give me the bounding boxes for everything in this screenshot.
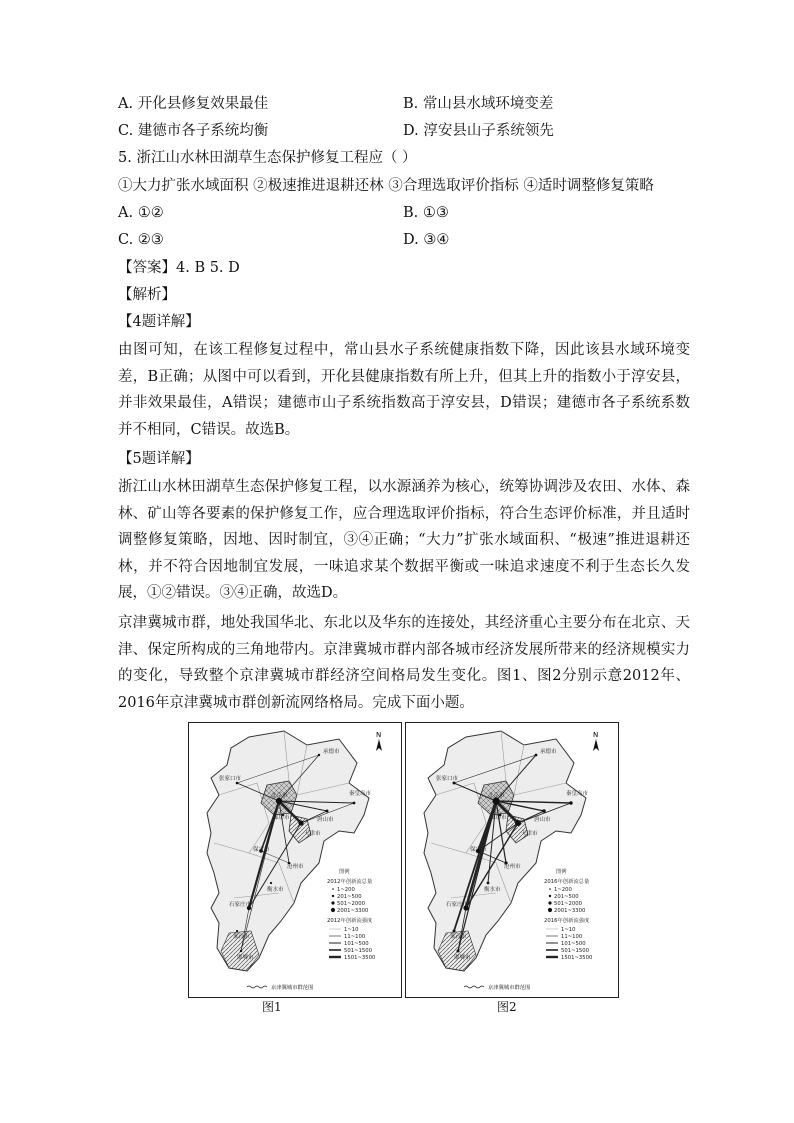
svg-text:2001~3300: 2001~3300 [337,908,369,914]
svg-text:11~100: 11~100 [344,934,366,940]
city-label: 石家庄市 [446,902,469,908]
svg-text:N: N [376,731,382,739]
q4-option-b: B. 常山县水域环境变差 [403,96,554,112]
city-label: 衡水市 [484,887,501,893]
intro-paragraph: 京津冀城市群，地处我国华北、东北以及华东的连接处，其经济重心主要分布在北京、天津、保定所构成的三角地带内。京津冀城市群内部各城市经济发展所带来的经济规模实力的变化，导致整个京津冀城市群经济空间格局发生变化。图1、图2分别示意2012年、2016年京津冀城市群创新流网络格局。完成下面小题。 [118,615,690,711]
q5-stem: 5. 浙江山水林田湖草生态保护修复工程应（ ） [118,150,417,166]
svg-text:101~500: 101~500 [344,941,369,947]
boundary-legend-label: 京津冀城市群范围 [271,985,314,991]
city-label: 秦皇岛市 [566,791,589,797]
figure-2-map [406,723,618,997]
q4-option-a: A. 开化县修复效果最佳 [118,96,269,112]
north-arrow [593,731,599,751]
city-label: 廊坊市 [273,815,290,821]
svg-text:11~100: 11~100 [561,934,583,940]
svg-text:501~1500: 501~1500 [561,948,590,954]
svg-text:N: N [593,731,599,739]
q5-option-d: D. ③④ [403,232,450,248]
city-label: 张家口市 [219,776,242,782]
q5-option-b: B. ①③ [403,205,449,221]
svg-text:2016年创新流总量: 2016年创新流总量 [544,879,590,885]
city-label: 邯郸市 [237,955,254,961]
svg-text:101~500: 101~500 [561,941,586,947]
city-label: 北京市 [488,793,505,799]
svg-text:501~2000: 501~2000 [337,901,366,907]
svg-text:201~500: 201~500 [337,894,362,900]
city-label: 承德市 [323,749,340,755]
q4-heading: 【4题详解】 [118,314,200,330]
q4-option-d: D. 淳安县山子系统领先 [403,123,554,139]
q5-heading: 【5题详解】 [118,451,200,467]
city-label: 保定市 [253,847,270,853]
q4-explanation: 由图可知，在该工程修复过程中，常山县水子系统健康指数下降，因此该县水域环境变差，B正确；从图中可以看到，开化县健康指数有所上升，但其上升的指数小于淳安县，并非效果最佳，A错误；建德市山子系统指数高于淳安县，D错误；建德市各子系统系数并不相同，C错误。故选B。 [118,342,690,438]
city-label: 衡水市 [267,887,284,893]
city-label: 天津市 [304,831,321,837]
svg-text:1~200: 1~200 [554,887,572,893]
city-label: 秦皇岛市 [349,791,372,797]
svg-text:1501~3500: 1501~3500 [344,955,376,961]
figure-2 [405,722,619,998]
city-label: 北京市 [271,793,288,799]
svg-text:501~1500: 501~1500 [344,948,373,954]
q5-option-a: A. ①② [118,205,164,221]
figure-1 [188,722,402,998]
svg-text:1~10: 1~10 [561,927,576,933]
figure-1-map [189,723,401,997]
north-arrow [376,731,382,751]
city-label: 天津市 [521,831,538,837]
svg-text:图例: 图例 [556,869,567,875]
figure-1-caption: 图1 [262,1000,282,1014]
svg-text:2012年创新流总量: 2012年创新流总量 [327,879,373,885]
map-legend [327,867,376,961]
city-label: 唐山市 [534,817,551,823]
svg-text:501~2000: 501~2000 [554,901,583,907]
city-label: 承德市 [540,749,557,755]
city-label: 石家庄市 [229,902,252,908]
city-label: 廊坊市 [490,815,507,821]
svg-text:1~200: 1~200 [337,887,355,893]
city-label: 沧州市 [504,864,521,870]
city-label: 唐山市 [317,817,334,823]
q5-option-c: C. ②③ [118,232,164,248]
city-label: 邢台市 [233,934,250,940]
city-label: 邢台市 [450,934,467,940]
svg-text:图例: 图例 [339,869,350,875]
figure-2-caption: 图2 [497,1000,517,1014]
boundary-legend-label: 京津冀城市群范围 [488,985,531,991]
q5-explanation: 浙江山水林田湖草生态保护修复工程，以水源涵养为核心，统筹协调涉及农田、水体、森林、矿山等各要素的保护修复工作，应合理选取评价指标，符合生态评价标准，并且适时调整修复策略，因地、因时制宜，③④正确；“大力”扩张水域面积、“极速”推进退耕还林，并不符合因地制宜发展，一味追求某个数据平衡或一味追求速度不利于生态长久发展，①②错误。③④正确，故选D。 [118,479,690,601]
q5-statements: ①大力扩张水域面积 ②极速推进退耕还林 ③合理选取评价指标 ④适时调整修复策略 [118,178,654,194]
q4-option-c: C. 建德市各子系统均衡 [118,123,269,139]
analysis-heading: 【解析】 [118,287,176,303]
svg-text:2016年创新流强度: 2016年创新流强度 [544,918,590,924]
svg-text:1501~3500: 1501~3500 [561,955,593,961]
map-legend [544,867,593,961]
svg-text:1~10: 1~10 [344,927,359,933]
city-label: 保定市 [470,847,487,853]
city-label: 沧州市 [287,864,304,870]
svg-text:2012年创新流强度: 2012年创新流强度 [327,918,373,924]
city-label: 邯郸市 [454,955,471,961]
svg-text:2001~3300: 2001~3300 [554,908,586,914]
city-label: 张家口市 [436,776,459,782]
answer-line: 【答案】4. B 5. D [118,260,240,276]
svg-text:201~500: 201~500 [554,894,579,900]
